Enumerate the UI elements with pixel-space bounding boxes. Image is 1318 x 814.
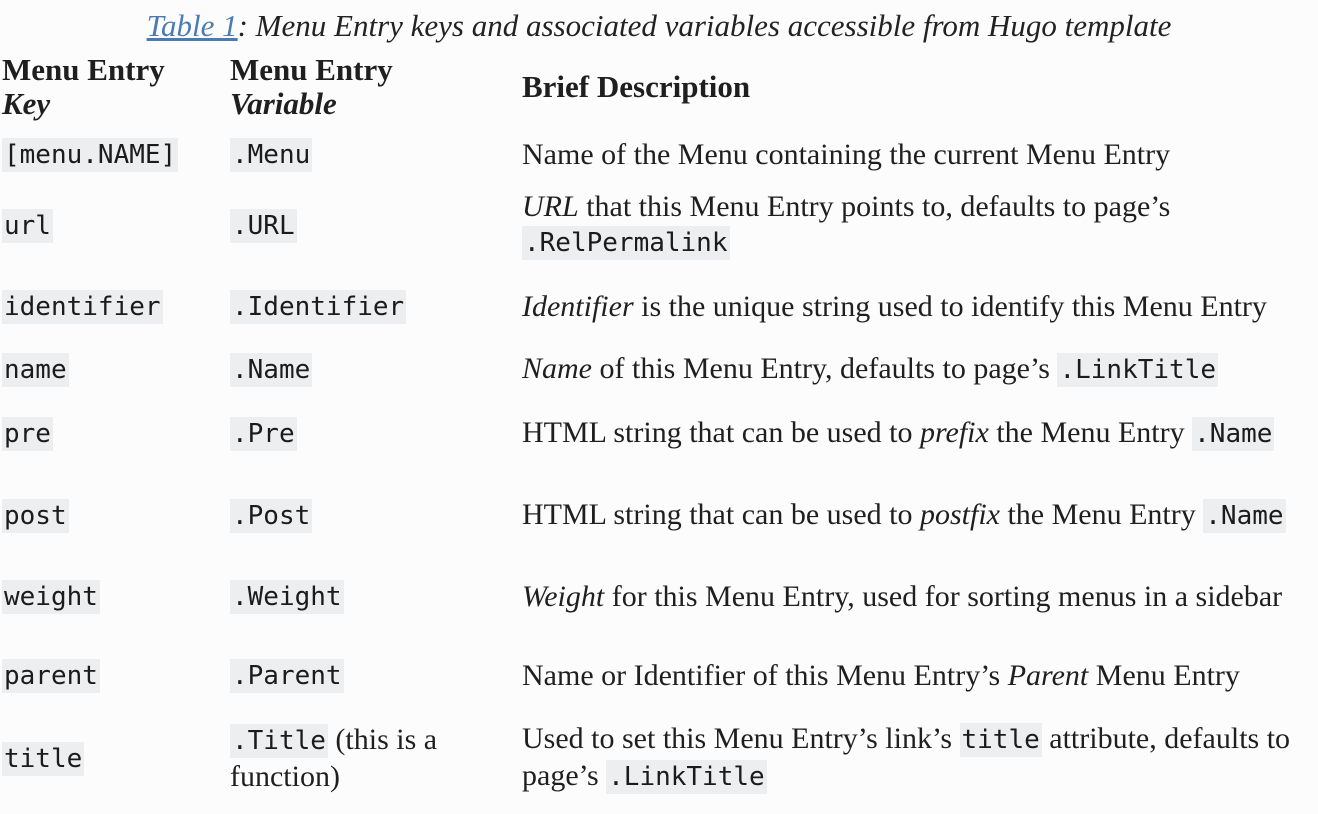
header-description: Brief Description [522, 69, 751, 104]
description-cell: HTML string that can be used to postfix the Menu Entry .Name [522, 497, 1284, 531]
description-cell: Weight for this Menu Entry, used for sorting menus in a sidebar [522, 579, 1283, 613]
table-row [2, 184, 1302, 266]
description-cell: Identifier is the unique string used to identify this Menu Entry [522, 289, 1267, 323]
key-cell: identifier [4, 291, 161, 322]
key-cell: weight [4, 581, 98, 612]
key-cell: pre [4, 418, 51, 449]
table-row [2, 556, 1302, 636]
key-cell: [menu.NAME] [4, 139, 177, 170]
variable-cell: .Identifier [232, 291, 405, 322]
table-row [2, 346, 1302, 392]
header-variable: Menu Entry Variable [230, 52, 393, 121]
variable-cell: .URL [232, 210, 295, 241]
table-caption-text: : Menu Entry keys and associated variables accessible from Hugo template [237, 8, 1172, 43]
description-cell: Name or Identifier of this Menu Entry’s Parent Menu Entry [522, 658, 1240, 692]
key-cell: url [4, 210, 51, 241]
description-cell: Name of this Menu Entry, defaults to page’s .LinkTitle [522, 351, 1217, 385]
key-cell: parent [4, 660, 98, 691]
table-row [2, 636, 1302, 714]
variable-cell: .Title (this is a function) [230, 723, 438, 793]
description-cell: URL that this Menu Entry points to, defaults to page’s .RelPermalink [522, 190, 1171, 258]
table-caption [0, 6, 1318, 46]
table-row [2, 392, 1302, 474]
table-row [2, 474, 1302, 556]
description-cell: HTML string that can be used to prefix the Menu Entry .Name [522, 415, 1273, 449]
variable-cell: .Weight [232, 581, 342, 612]
table-row [2, 714, 1302, 802]
variable-cell: .Pre [232, 418, 295, 449]
variable-cell: .Parent [232, 660, 342, 691]
table-row [2, 266, 1302, 346]
variable-cell: .Menu [232, 139, 311, 170]
table-header-row [2, 50, 1302, 124]
header-key: Menu Entry Key [2, 52, 165, 121]
variable-cell: .Name [232, 354, 311, 385]
variable-cell: .Post [232, 500, 311, 531]
description-cell: Used to set this Menu Entry’s link’s title attribute, defaults to page’s .LinkTitle [522, 722, 1291, 792]
menu-entry-table [2, 50, 1302, 802]
table-caption-link[interactable]: Table 1 [146, 8, 238, 43]
key-cell: name [4, 354, 67, 385]
key-cell: post [4, 500, 67, 531]
key-cell: title [4, 743, 83, 774]
description-cell: Name of the Menu containing the current Menu Entry [522, 137, 1171, 171]
table-row [2, 124, 1302, 184]
